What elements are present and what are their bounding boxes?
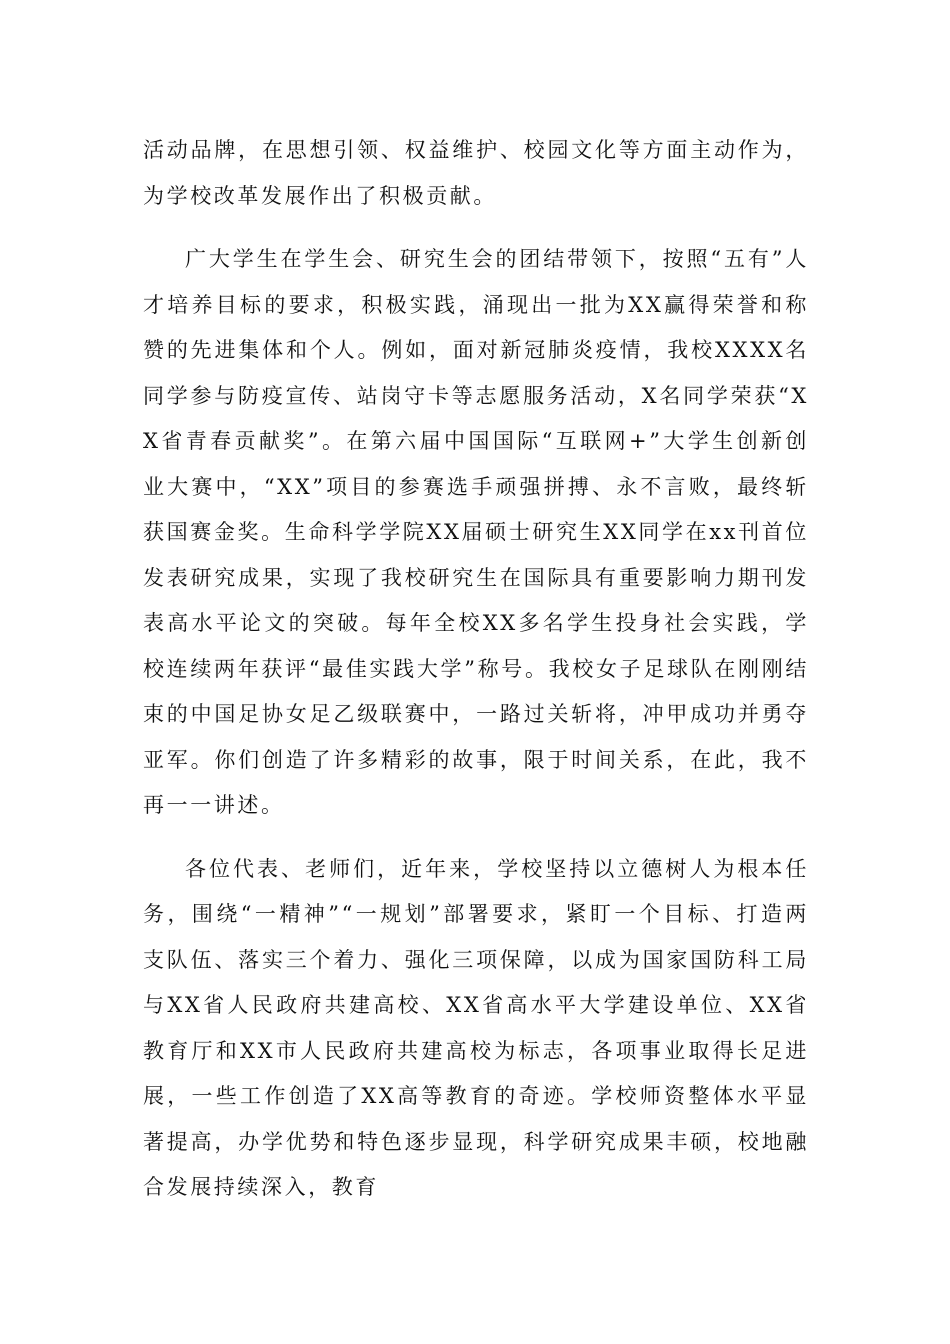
document-body bbox=[143, 128, 809, 1229]
paragraph-1: 活动品牌，在思想引领、权益维护、校园文化等方面主动作为，为学校改革发展作出了积极贡献。 bbox=[143, 138, 809, 208]
paragraph-3: 各位代表、老师们，近年来，学校坚持以立德树人为根本任务，围绕“一精神”“一规划”部署要求，紧盯一个目标、打造两支队伍、落实三个着力、强化三项保障，以成为国家国防科工局与XX省人民政府共建高校、XX省高水平大学建设单位、XX省教育厅和XX市人民政府共建高校为标志，各项事业取得长足进展，一些工作创造了XX高等教育的奇迹。学校师资整体水平显著提高，办学优势和特色逐步显现，科学研究成果丰硕，校地融合发展持续深入，教育 bbox=[143, 856, 809, 1199]
paragraph-2: 广大学生在学生会、研究生会的团结带领下，按照“五有”人才培养目标的要求，积极实践，涌现出一批为XX赢得荣誉和称赞的先进集体和个人。例如，面对新冠肺炎疫情，我校XXXX名同学参与防疫宣传、站岗守卡等志愿服务活动，X名同学荣获“XX省青春贡献奖”。在第六届中国国际“互联网+”大学生创新创业大赛中，“XX”项目的参赛选手顽强拼搏、永不言败，最终斩获国赛金奖。生命科学学院XX届硕士研究生XX同学在xx刊首位发表研究成果，实现了我校研究生在国际具有重要影响力期刊发表高水平论文的突破。每年全校XX多名学生投身社会实践，学校连续两年获评“最佳实践大学”称号。我校女子足球队在刚刚结束的中国足协女足乙级联赛中，一路过关斩将，冲甲成功并勇夺亚军。你们创造了许多精彩的故事，限于时间关系，在此，我不再一一讲述。 bbox=[143, 247, 809, 817]
